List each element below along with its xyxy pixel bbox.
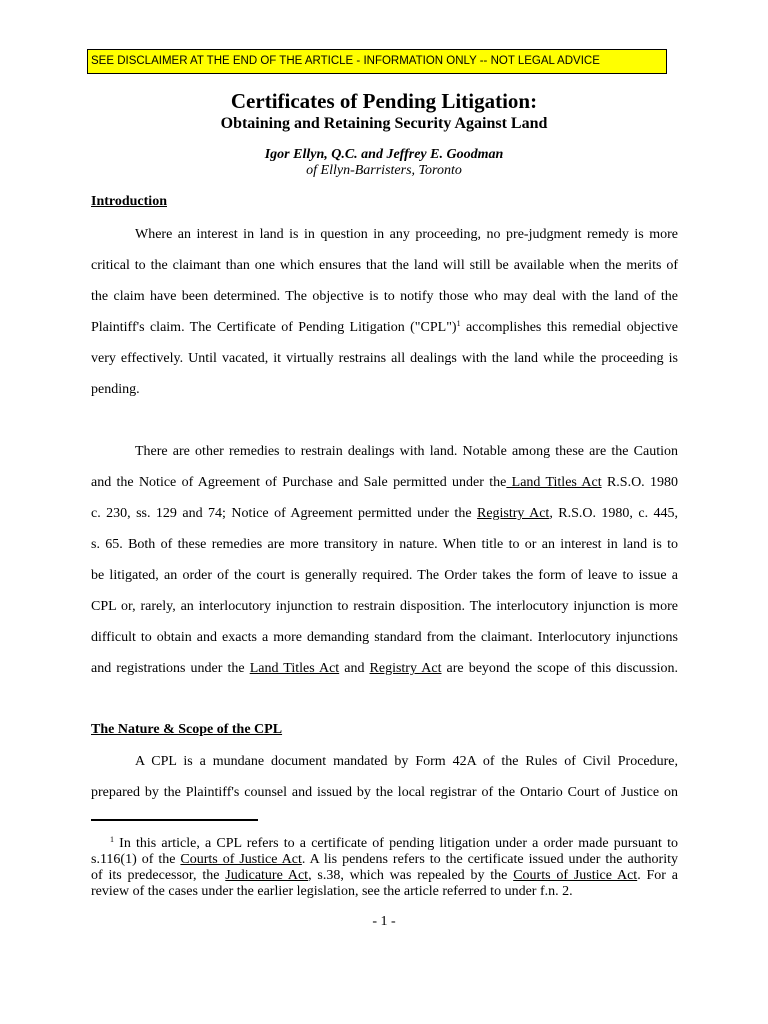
paragraph-line: CPL or, rarely, an interlocutory injunction to restrain disposition. The interlocutory injunction is more: [91, 599, 678, 614]
paragraph-line: the claim have been determined. The objective is to notify those who may deal with the land of the: [91, 289, 678, 304]
paragraph-line: Plaintiff's claim. The Certificate of Pending Litigation ("CPL")$^1$ accomplishes this remedial objective: [91, 319, 678, 335]
section-heading-introduction: Introduction: [91, 194, 167, 209]
statute-land-titles-act: Land Titles Act: [506, 475, 602, 490]
authors: Igor Ellyn, Q.C. and Jeffrey E. Goodman: [264, 147, 504, 162]
paragraph-line: Where an interest in land is in question in any proceeding, no pre-judgment remedy is more: [135, 227, 678, 242]
statute-land-titles-act: Land Titles Act: [249, 661, 340, 676]
paragraph-line: and the Notice of Agreement of Purchase and Sale permitted under the Land Titles Act R.S.O. 1980: [91, 475, 678, 490]
paragraph-line: There are other remedies to restrain dealings with land. Notable among these are the Caution: [135, 444, 678, 459]
statute-judicature-act: Judicature Act: [225, 868, 309, 883]
statute-courts-of-justice-act: Courts of Justice Act: [513, 868, 638, 883]
footnote-marker: 1: [110, 835, 114, 844]
document-title: Certificates of Pending Litigation:: [230, 89, 538, 113]
paragraph-line: critical to the claimant than one which ensures that the land will still be available when the merits of: [91, 258, 678, 273]
footnote-line: $^1$ In this article, a CPL refers to a certificate of pending litigation under a order made pursuant to: [110, 835, 678, 851]
statute-registry-act: Registry Act: [476, 506, 550, 521]
paragraph-line: c. 230, ss. 129 and 74; Notice of Agreement permitted under the Registry Act, R.S.O. 1980, c. 445,: [91, 506, 679, 521]
disclaimer-banner: SEE DISCLAIMER AT THE END OF THE ARTICLE - INFORMATION ONLY -- NOT LEGAL ADVICE: [87, 49, 667, 74]
paragraph-line: pending.: [91, 382, 140, 397]
footnote-line: s.116(1) of the Courts of Justice Act. A lis pendens refers to the certificate issued under the authority: [91, 852, 678, 867]
footnote-separator: [91, 819, 258, 821]
page-number: - 1 -: [372, 914, 396, 929]
paragraph-line: difficult to obtain and exacts a more demanding standard from the claimant. Interlocutory injunctions: [91, 630, 678, 645]
paragraph-line: s. 65. Both of these remedies are more transitory in nature. When title to or an interest in land is to: [91, 537, 678, 552]
paragraph-line: prepared by the Plaintiff's counsel and issued by the local registrar of the Ontario Court of Justice on: [91, 785, 678, 800]
paragraph-line: very effectively. Until vacated, it virtually restrains all dealings with the land while the proceeding is: [91, 351, 678, 366]
statute-registry-act: Registry Act: [369, 661, 442, 676]
paragraph-line: be litigated, an order of the court is generally required. The Order takes the form of leave to issue a: [91, 568, 678, 583]
paragraph-line: A CPL is a mundane document mandated by Form 42A of the Rules of Civil Procedure,: [135, 754, 678, 769]
footnote-line: review of the cases under the earlier legislation, see the article referred to under f.n. 2.: [91, 884, 573, 899]
footnote-line: of its predecessor, the Judicature Act, s.38, which was repealed by the Courts of Justice Act. For a: [91, 868, 678, 883]
section-heading-nature-scope: The Nature & Scope of the CPL: [91, 722, 283, 737]
paragraph-line: and registrations under the Land Titles Act and Registry Act are beyond the scope of this discussion.: [91, 661, 678, 676]
document-subtitle: Obtaining and Retaining Security Against Land: [220, 115, 548, 132]
statute-courts-of-justice-act: Courts of Justice Act: [180, 852, 302, 867]
affiliation: of Ellyn-Barristers, Toronto: [306, 163, 462, 178]
footnote-reference[interactable]: 1: [456, 319, 461, 328]
